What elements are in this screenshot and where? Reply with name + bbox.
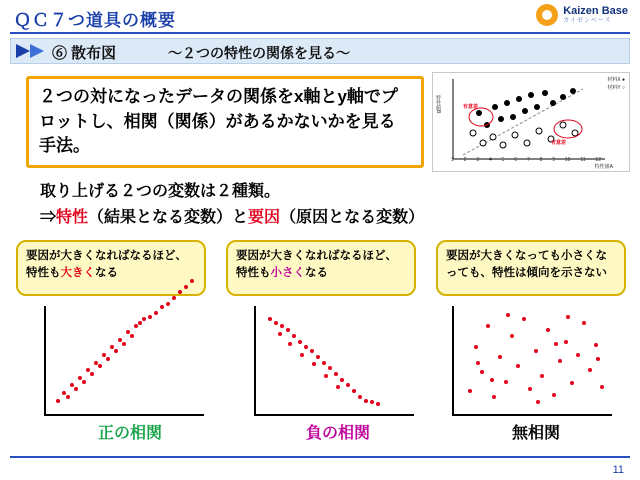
scatter-dot: [346, 383, 350, 387]
scatter-dot: [310, 349, 314, 353]
xtick: 1: [451, 157, 454, 163]
scatter-dot: [564, 340, 568, 344]
scatter-dot: [588, 368, 592, 372]
arrow-right-icon-2: [30, 44, 44, 58]
variables-mid: （結果となる変数）と: [88, 209, 249, 226]
callout-text-a: 要因が大きくなっても小さくなっても、特性は傾向を示さない: [446, 250, 607, 279]
scatter-dot: [292, 334, 296, 338]
scatter-dot: [552, 393, 556, 397]
xtick: 10: [564, 157, 571, 163]
scatter-dot: [274, 321, 278, 325]
scatter-dot: [352, 389, 356, 393]
scatter-dot: [304, 345, 308, 349]
callout-keyword: 大きく: [60, 266, 95, 279]
caption-positive: 正の相関: [97, 425, 162, 442]
header-divider: [10, 32, 630, 34]
variables-line-2: [40, 204, 424, 227]
scatter-dot: [278, 332, 282, 336]
scatter-dot: [358, 395, 362, 399]
scatter-dot: [506, 313, 510, 317]
scatter-dot: [504, 380, 508, 384]
legend-item-1: 材料Y ○: [607, 84, 625, 91]
scatter-dot: [90, 372, 94, 376]
definition-box: [26, 76, 424, 168]
caption-none: 無相関: [511, 425, 560, 442]
scatter-dot: [522, 317, 526, 321]
scatter-dot: [172, 296, 176, 300]
scatter-dot: [570, 381, 574, 385]
example-chart-legend: [607, 77, 625, 92]
scatter-dot: [110, 345, 114, 349]
xtick: 6: [514, 157, 518, 163]
annotation-significant-1: 有意差: [463, 104, 479, 110]
variables-arrow: ⇒: [40, 209, 57, 226]
scatter-dot: [536, 400, 540, 404]
scatter-dot: [540, 374, 544, 378]
chart-negative: [254, 306, 434, 416]
scatter-dot: [486, 324, 490, 328]
logo-main-text: Kaizen Base: [563, 5, 628, 18]
scatter-dot: [510, 334, 514, 338]
xtick: 8: [539, 157, 543, 163]
scatter-dot: [340, 378, 344, 382]
callout-negative: [226, 240, 416, 296]
callout-text-b: なる: [305, 266, 328, 279]
scatter-dot: [600, 385, 604, 389]
scatter-dot: [492, 395, 496, 399]
scatter-dot: [148, 315, 152, 319]
scatter-dot: [516, 364, 520, 368]
chart-none: [452, 306, 632, 416]
scatter-dot: [70, 383, 74, 387]
scatter-dot: [328, 366, 332, 370]
scatter-dot: [184, 285, 188, 289]
page-number: 11: [612, 464, 624, 476]
scatter-dot: [56, 399, 60, 403]
scatter-dot: [138, 321, 142, 325]
variables-suffix: （原因となる変数）: [280, 209, 425, 226]
scatter-dot: [74, 387, 78, 391]
scatter-dot: [566, 315, 570, 319]
y-axis: [254, 306, 256, 414]
scatter-dot: [322, 361, 326, 365]
x-axis: [452, 414, 612, 416]
scatter-dot: [582, 321, 586, 325]
scatter-dot: [498, 355, 502, 359]
x-axis: [44, 414, 204, 416]
scatter-dot: [118, 338, 122, 342]
scatter-dot: [336, 385, 340, 389]
caption-negative: 負の相関: [305, 425, 370, 442]
xtick: 2: [463, 157, 467, 163]
scatter-dot: [126, 330, 130, 334]
scatter-dot: [98, 364, 102, 368]
callout-keyword: 小さく: [270, 266, 305, 279]
section-number: ⑥ 散布図: [52, 45, 117, 62]
scatter-dot: [82, 380, 86, 384]
scatter-dot: [288, 342, 292, 346]
scatter-dot: [122, 342, 126, 346]
scatter-dot: [558, 359, 562, 363]
scatter-dot: [190, 279, 194, 283]
callout-text-a: 要因が大きくなればなるほど、特性も: [26, 250, 187, 279]
scatter-dot: [114, 349, 118, 353]
page-title: ＱＣ７つ道具の概要: [14, 11, 176, 30]
scatter-dot: [134, 324, 138, 328]
xtick: 9: [552, 157, 556, 163]
scatter-dot: [298, 340, 302, 344]
scatter-dot: [160, 305, 164, 309]
chart-positive: [44, 306, 224, 416]
scatter-dot: [130, 334, 134, 338]
scatter-dot: [468, 389, 472, 393]
logo-sub-text: カイゼンベース: [563, 17, 612, 24]
scatter-dot: [316, 355, 320, 359]
scatter-dot: [324, 374, 328, 378]
example-chart-ylabel: 特性値B: [435, 95, 441, 114]
xtick: 12: [595, 157, 601, 163]
scatter-dot: [370, 400, 374, 404]
scatter-dot: [78, 376, 82, 380]
keyword-characteristic: 特性: [56, 209, 89, 226]
scatter-dot: [300, 353, 304, 357]
scatter-dot: [476, 361, 480, 365]
y-axis: [44, 306, 46, 414]
legend-item-0: 材料X ●: [607, 77, 625, 83]
xtick: 4: [488, 157, 492, 163]
scatter-dot: [576, 353, 580, 357]
logo-circle-icon: [536, 4, 558, 26]
scatter-dot: [546, 328, 550, 332]
scatter-dot: [554, 342, 558, 346]
example-chart-xticks: [451, 157, 601, 163]
keyword-factor: 要因: [248, 209, 281, 226]
xtick: 5: [501, 157, 505, 163]
x-axis: [254, 414, 414, 416]
scatter-dot: [474, 345, 478, 349]
annotation-significant-2: 有意差: [551, 140, 567, 146]
scatter-dot: [286, 328, 290, 332]
scatter-dot: [312, 362, 316, 366]
scatter-dot: [528, 387, 532, 391]
callout-text-b: なる: [95, 266, 118, 279]
definition-text: ２つの対になったデータの関係をx軸とy軸でプロットし、相関（関係）があるかないかを見る手法。: [39, 87, 398, 156]
y-axis: [452, 306, 454, 414]
scatter-dot: [594, 343, 598, 347]
scatter-dot: [280, 324, 284, 328]
scatter-dot: [66, 395, 70, 399]
callout-positive: [16, 240, 206, 296]
brand-logo: [536, 4, 628, 26]
callout-none: [436, 240, 626, 296]
scatter-dot: [166, 302, 170, 306]
scatter-dot: [102, 353, 106, 357]
footer-divider: [10, 456, 630, 458]
variables-line-1: 取り上げる２つの変数は２種類。: [40, 183, 281, 200]
scatter-dot: [376, 402, 380, 406]
scatter-dot: [480, 370, 484, 374]
scatter-dot: [490, 378, 494, 382]
scatter-dot: [596, 357, 600, 361]
scatter-dot: [106, 357, 110, 361]
scatter-dot: [334, 372, 338, 376]
scatter-dot: [86, 368, 90, 372]
scatter-dot: [364, 399, 368, 403]
xtick: 7: [526, 157, 530, 163]
callout-text-a: 要因が大きくなればなるほど、特性も: [236, 250, 397, 279]
scatter-dot: [534, 349, 538, 353]
example-scatter-chart: [432, 72, 630, 172]
arrow-right-icon: [16, 44, 30, 58]
example-chart-xlabel: 特性値A: [594, 164, 613, 170]
scatter-dot: [142, 317, 146, 321]
xtick: 11: [580, 157, 586, 163]
section-subtitle: ～２つの特性の関係を見る～: [168, 45, 350, 61]
scatter-dot: [268, 317, 272, 321]
scatter-dot: [62, 391, 66, 395]
scatter-dot: [154, 311, 158, 315]
xtick: 3: [476, 157, 480, 163]
